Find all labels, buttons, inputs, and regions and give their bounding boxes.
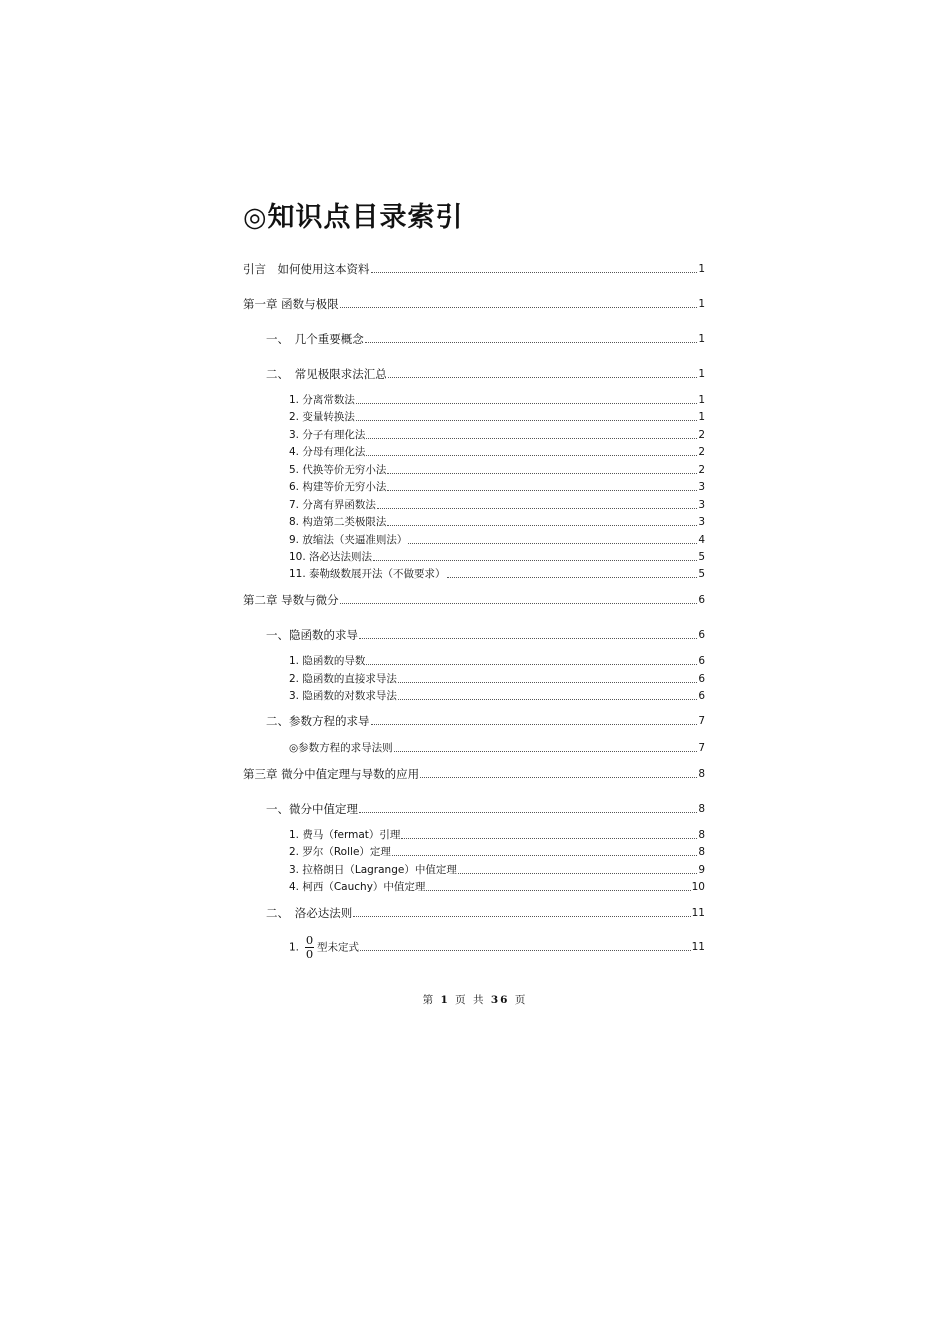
dot-leader [420,777,697,778]
toc-entry[interactable] [289,826,705,842]
toc-entry[interactable] [289,408,705,424]
toc-entry-label: 4. 分母有理化法 [289,446,366,458]
dot-leader [387,473,697,474]
toc-entry-label: 4. 柯西（Cauchy）中值定理 [289,881,426,893]
dot-leader [426,890,690,891]
toc-page-number: 1 [698,263,705,275]
toc-entry[interactable] [243,591,705,607]
dot-leader [408,543,697,544]
dot-leader [340,307,698,308]
toc-entry-label: 7. 分离有界函数法 [289,499,376,511]
toc-page-number: 6 [698,655,705,667]
toc-page-number: 6 [698,629,705,641]
toc-entry[interactable] [289,843,705,859]
dot-leader [366,438,697,439]
toc-entry[interactable] [289,652,705,668]
toc-entry-label: 一、 几个重要概念 [266,332,364,346]
toc-entry-label: 第一章 函数与极限 [243,297,339,311]
toc-page-number: 6 [698,673,705,685]
dot-leader [373,560,697,561]
toc-entry-number: 1. [289,941,300,953]
toc-entry-label: 第三章 微分中值定理与导数的应用 [243,767,420,781]
dot-leader [387,525,697,526]
dot-leader [398,699,697,700]
toc-entry[interactable] [289,496,705,512]
dot-leader [371,272,698,273]
toc-page-number: 8 [698,829,705,841]
total-pages: 36 [490,994,510,1006]
toc-page-number: 3 [698,499,705,511]
toc-page-number: 8 [698,846,705,858]
toc-page-number: 1 [698,368,705,380]
fraction [305,934,314,961]
toc-entry-label: 1. 隐函数的导数 [289,655,366,667]
toc-entry[interactable] [289,461,705,477]
dot-leader [387,490,697,491]
toc-page-number: 6 [698,594,705,606]
dot-leader [388,377,698,378]
toc-entry-label: 二、 洛必达法则 [266,906,353,920]
toc-entry-label: 二、参数方程的求导 [266,714,370,728]
toc-page-number: 5 [698,568,705,580]
dot-leader [360,950,691,951]
toc-entry[interactable] [289,565,705,581]
dot-leader [371,724,698,725]
footer-prefix: 第 [422,994,436,1006]
dot-leader [394,751,698,752]
footer-middle: 页 共 [455,994,486,1006]
toc-entry[interactable] [243,295,705,311]
toc-page-number: 1 [698,411,705,423]
toc-page-number: 5 [698,551,705,563]
toc-page-number: 8 [698,803,705,815]
dot-leader [401,838,697,839]
toc-page-number: 11 [691,907,705,919]
toc-entry[interactable] [266,800,705,816]
toc-page-number: 2 [698,464,705,476]
toc-entry-label: 一、隐函数的求导 [266,628,358,642]
toc-page-number: 7 [698,742,705,754]
toc-page-number: 11 [691,941,705,953]
dot-leader [398,682,697,683]
toc-page-number: 8 [698,768,705,780]
toc-page-number: 4 [698,534,705,546]
toc-entry[interactable] [266,365,705,381]
current-page-number: 1 [440,994,450,1006]
page-title: ◎知识点目录索引 [243,202,464,233]
toc-page-number: 3 [698,516,705,528]
toc-page-number: 6 [698,690,705,702]
footer-suffix: 页 [514,994,528,1006]
toc-page-number: 2 [698,446,705,458]
toc-entry[interactable] [243,260,705,276]
toc-entry[interactable] [289,426,705,442]
dot-leader [392,855,697,856]
toc-entry-label: 5. 代换等价无穷小法 [289,464,387,476]
toc-entry[interactable] [289,531,705,547]
toc-entry-label: 第二章 导数与微分 [243,593,339,607]
toc-page-number: 1 [698,394,705,406]
fraction-denominator: 0 [305,946,314,961]
dot-leader [356,420,697,421]
toc-entry[interactable] [289,687,705,703]
toc-page-number: 7 [698,715,705,727]
dot-leader [340,603,698,604]
toc-entry-label: 11. 泰勒级数展开法（不做要求） [289,568,446,580]
toc-entry[interactable] [289,513,705,529]
toc-page-number: 1 [698,333,705,345]
fraction-numerator: 0 [305,932,314,947]
toc-entry-label: 9. 放缩法（夹逼准则法） [289,534,408,546]
dot-leader [377,508,697,509]
toc-entry[interactable] [289,443,705,459]
toc-entry[interactable] [289,930,705,964]
toc-entry[interactable] [289,478,705,494]
toc-entry-label: 2. 隐函数的直接求导法 [289,673,397,685]
toc-entry-label: 6. 构建等价无穷小法 [289,481,387,493]
toc-entry-label: 引言 如何使用这本资料 [243,262,370,276]
toc-entry-label: 2. 变量转换法 [289,411,355,423]
toc-entry[interactable] [266,330,705,346]
dot-leader [359,812,697,813]
dot-leader [365,342,698,343]
toc-entry-suffix: 型未定式 [317,941,360,953]
toc-entry[interactable] [289,548,705,564]
toc-entry-label: 3. 分子有理化法 [289,429,366,441]
toc-entry-label: 一、微分中值定理 [266,802,358,816]
toc-entry[interactable] [289,878,705,894]
toc-entry[interactable] [289,670,705,686]
page-footer [0,992,950,1007]
dot-leader [447,577,698,578]
toc-entry-label: 1. 分离常数法 [289,394,355,406]
toc-entry-label: 二、 常见极限求法汇总 [266,367,387,381]
toc-entry-label: 3. 拉格朗日（Lagrange）中值定理 [289,864,457,876]
toc-entry[interactable] [266,626,705,642]
toc-entry-label: 8. 构造第二类极限法 [289,516,387,528]
toc-entry[interactable] [289,861,705,877]
toc-page-number: 3 [698,481,705,493]
dot-leader [366,664,697,665]
dot-leader [366,455,697,456]
dot-leader [359,638,697,639]
toc-entry[interactable] [243,765,705,781]
toc-page-number: 10 [691,881,705,893]
toc-entry-label: 10. 洛必达法则法 [289,551,373,563]
toc-page-number: 1 [698,298,705,310]
dot-leader [353,916,690,917]
dot-leader [356,403,697,404]
toc-entry-label: ◎参数方程的求导法则 [289,742,393,754]
toc-entry[interactable] [289,391,705,407]
toc-entry-label: 3. 隐函数的对数求导法 [289,690,397,702]
toc-page-number: 9 [698,864,705,876]
dot-leader [458,873,697,874]
toc-entry-label [289,934,359,961]
toc-page-number: 2 [698,429,705,441]
toc-entry[interactable] [289,739,705,755]
toc-entry-label: 2. 罗尔（Rolle）定理 [289,846,391,858]
toc-entry[interactable] [266,904,705,920]
toc-entry[interactable] [266,712,705,728]
toc-entry-label: 1. 费马（fermat）引理 [289,829,401,841]
